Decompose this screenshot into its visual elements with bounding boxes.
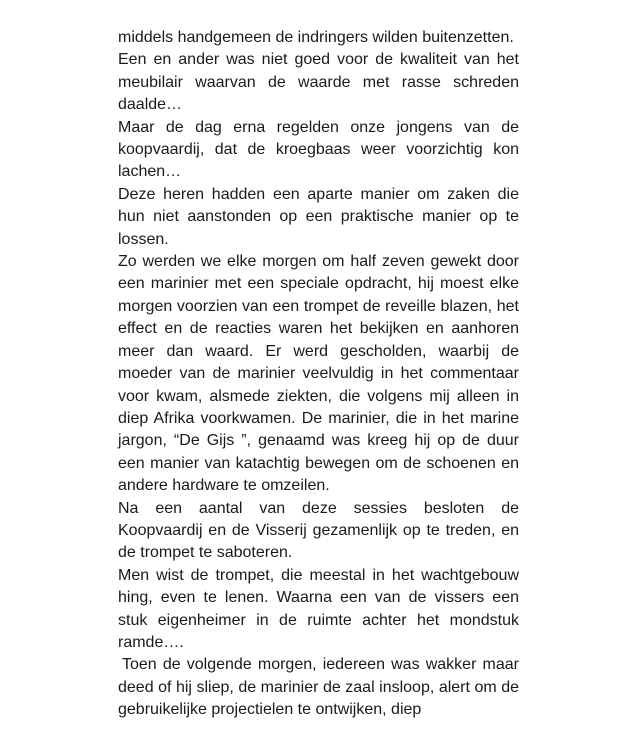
paragraph-1: middels handgemeen de indringers wilden buitenzetten. bbox=[118, 29, 514, 46]
paragraph-5: Zo werden we elke morgen om half zeven gewekt door een marinier met een speciale opdracht, hij moest elke morgen voorzien van een trompet de reveille blazen, het effect en de reacties waren het bekijken en aanhoren meer dan waard. Er werd gescholden, waarbij de moeder van de marinier veelvuldig in het commentaar voor kwam, alsmede ziekten, die volgens mij alleen in diep Afrika voorkwamen. De marinier, die in het marine jargon, “De Gijs ”, genaamd was kreeg hij op de duur een manier van katachtig bewegen om de schoenen en andere hardware te omzeilen. bbox=[118, 253, 519, 495]
paragraph-4: Deze heren hadden een aparte manier om zaken die hun niet aanstonden op een praktische manier op te lossen. bbox=[118, 185, 519, 248]
paragraph-6: Na een aantal van deze sessies besloten de Koopvaardij en de Visserij gezamenlijk op te treden, en de trompet te saboteren. bbox=[118, 499, 519, 562]
paragraph-8: Toen de volgende morgen, iedereen was wakker maar deed of hij sliep, de marinier de zaal insloop, alert om de gebruikelijke projectielen te ontwijken, diep bbox=[118, 656, 519, 719]
paragraph-7: Men wist de trompet, die meestal in het wachtgebouw hing, even te lenen. Waarna een van de vissers een stuk eigenheimer in de ruimte achter het mondstuk ramde…. bbox=[118, 566, 519, 651]
paragraph-3: Maar de dag erna regelden onze jongens van de koopvaardij, dat de kroegbaas weer voorzichtig kon lachen… bbox=[118, 118, 519, 181]
body-text bbox=[118, 27, 519, 722]
paragraph-2: Een en ander was niet goed voor de kwaliteit van het meubilair waarvan de waarde met rasse schreden daalde… bbox=[118, 51, 519, 114]
